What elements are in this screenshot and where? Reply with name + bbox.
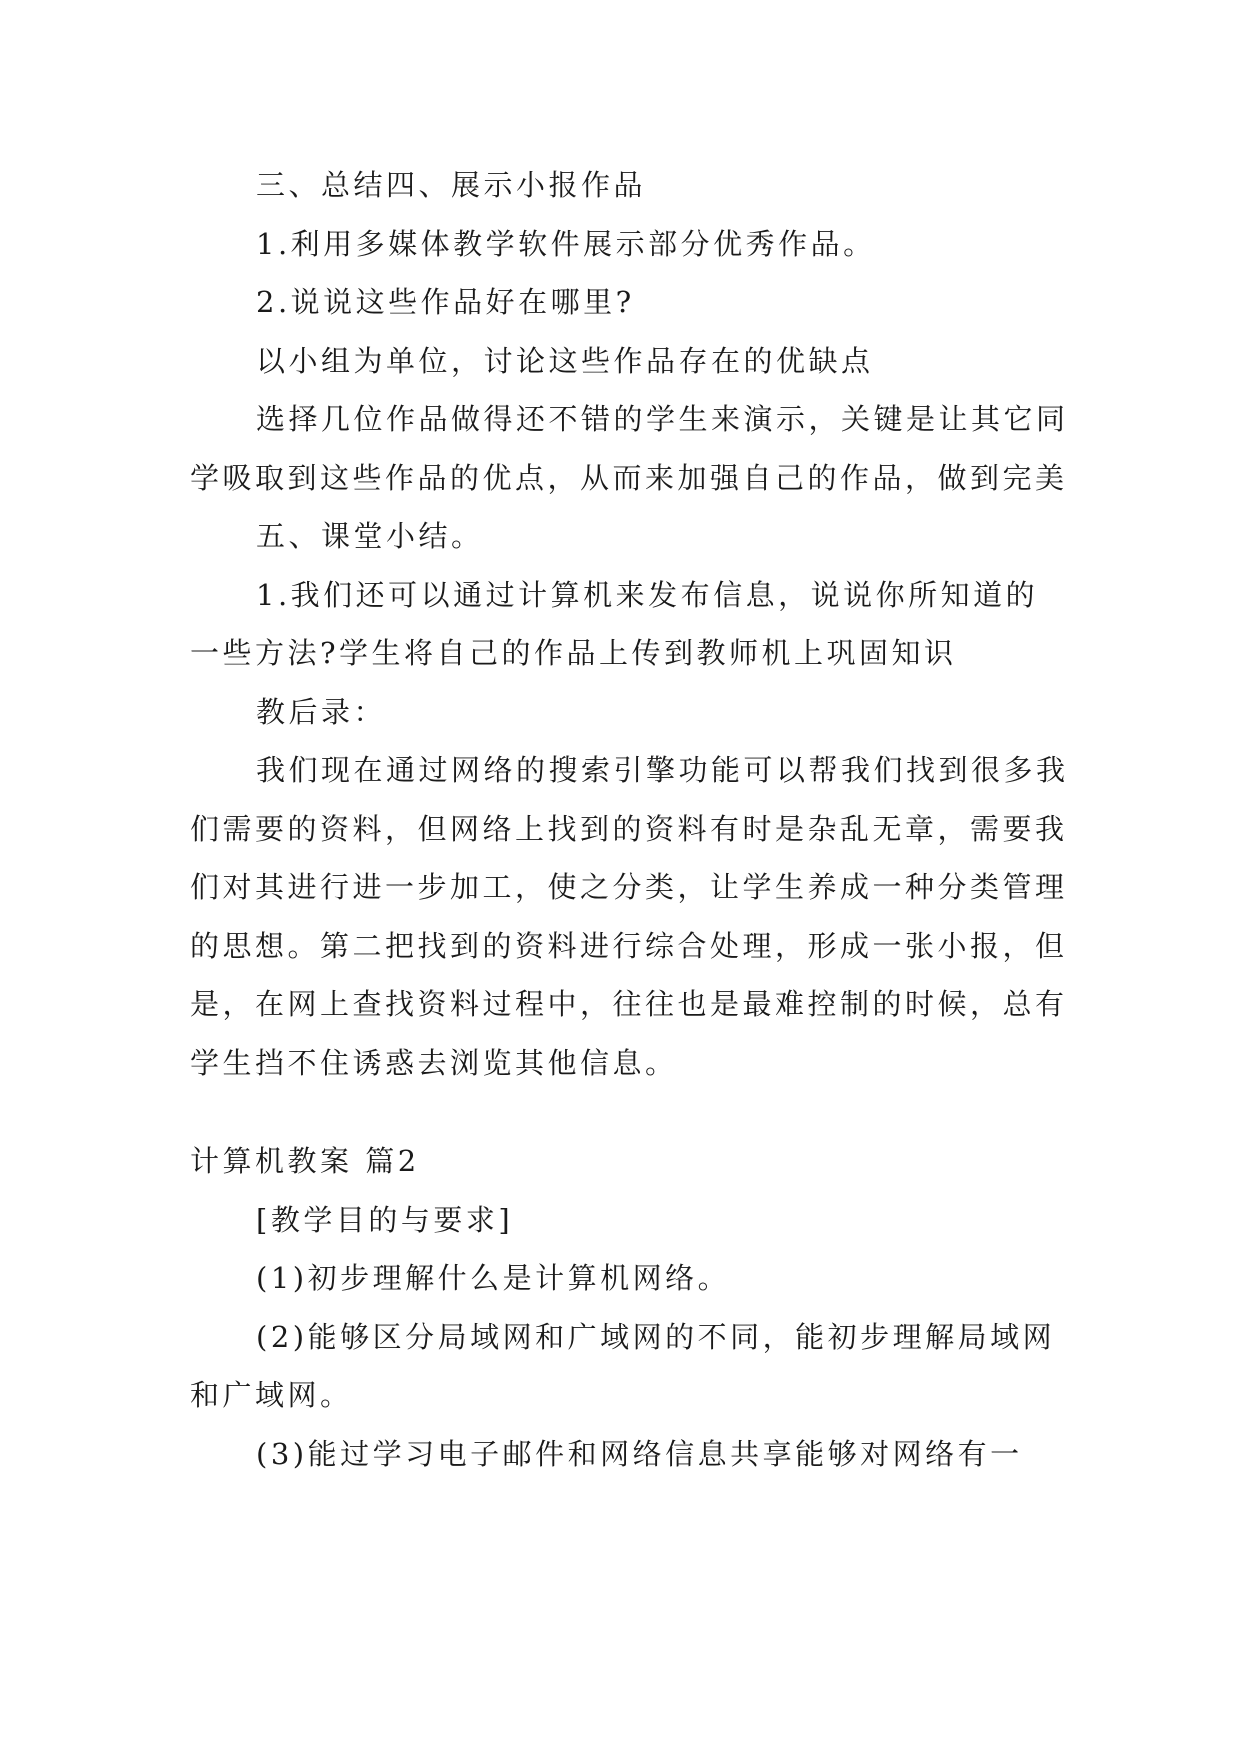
section-heading: 计算机教案 篇2	[190, 1144, 420, 1178]
paragraph-objective-1: (1)初步理解什么是计算机网络。	[256, 1261, 731, 1295]
paragraph-objective-3: (3)能过学习电子邮件和网络信息共享能够对网络有一	[256, 1436, 1023, 1471]
document-body	[190, 156, 1070, 1483]
paragraph-publish-info: 1.我们还可以通过计算机来发布信息，说说你所知道的一些方法?学生将自己的作品上传到教师机上巩固知识	[190, 577, 1039, 670]
paragraph-group-discussion: 以小组为单位，讨论这些作品存在的优缺点	[256, 343, 874, 378]
paragraph-class-summary-heading: 五、课堂小结。	[256, 519, 484, 553]
paragraph-objective-2: (2)能够区分局域网和广域网的不同，能初步理解局域网和广域网。	[190, 1319, 1056, 1412]
paragraph-item-2: 2.说说这些作品好在哪里?	[256, 285, 635, 319]
paragraph-objectives-heading: [教学目的与要求]	[256, 1202, 514, 1237]
paragraph-reflection-heading: 教后录：	[256, 694, 387, 729]
paragraph-summary-heading: 三、总结四、展示小报作品	[256, 168, 647, 202]
paragraph-demonstration: 选择几位作品做得还不错的学生来演示，关键是让其它同学吸取到这些作品的优点，从而来加强自己的作品，做到完美	[190, 402, 1069, 495]
paragraph-reflection-body: 我们现在通过网络的搜索引擎功能可以帮我们找到很多我们需要的资料，但网络上找到的资料有时是杂乱无章，需要我们对其进行进一步加工，使之分类，让学生养成一种分类管理的思想。第二把找到的资料进行综合处理，形成一张小报，但是，在网上查找资料过程中，往往也是最难控制的时候，总有学生挡不住诱惑去浏览其他信息。	[190, 753, 1069, 1080]
paragraph-item-1: 1.利用多媒体教学软件展示部分优秀作品。	[256, 226, 876, 261]
